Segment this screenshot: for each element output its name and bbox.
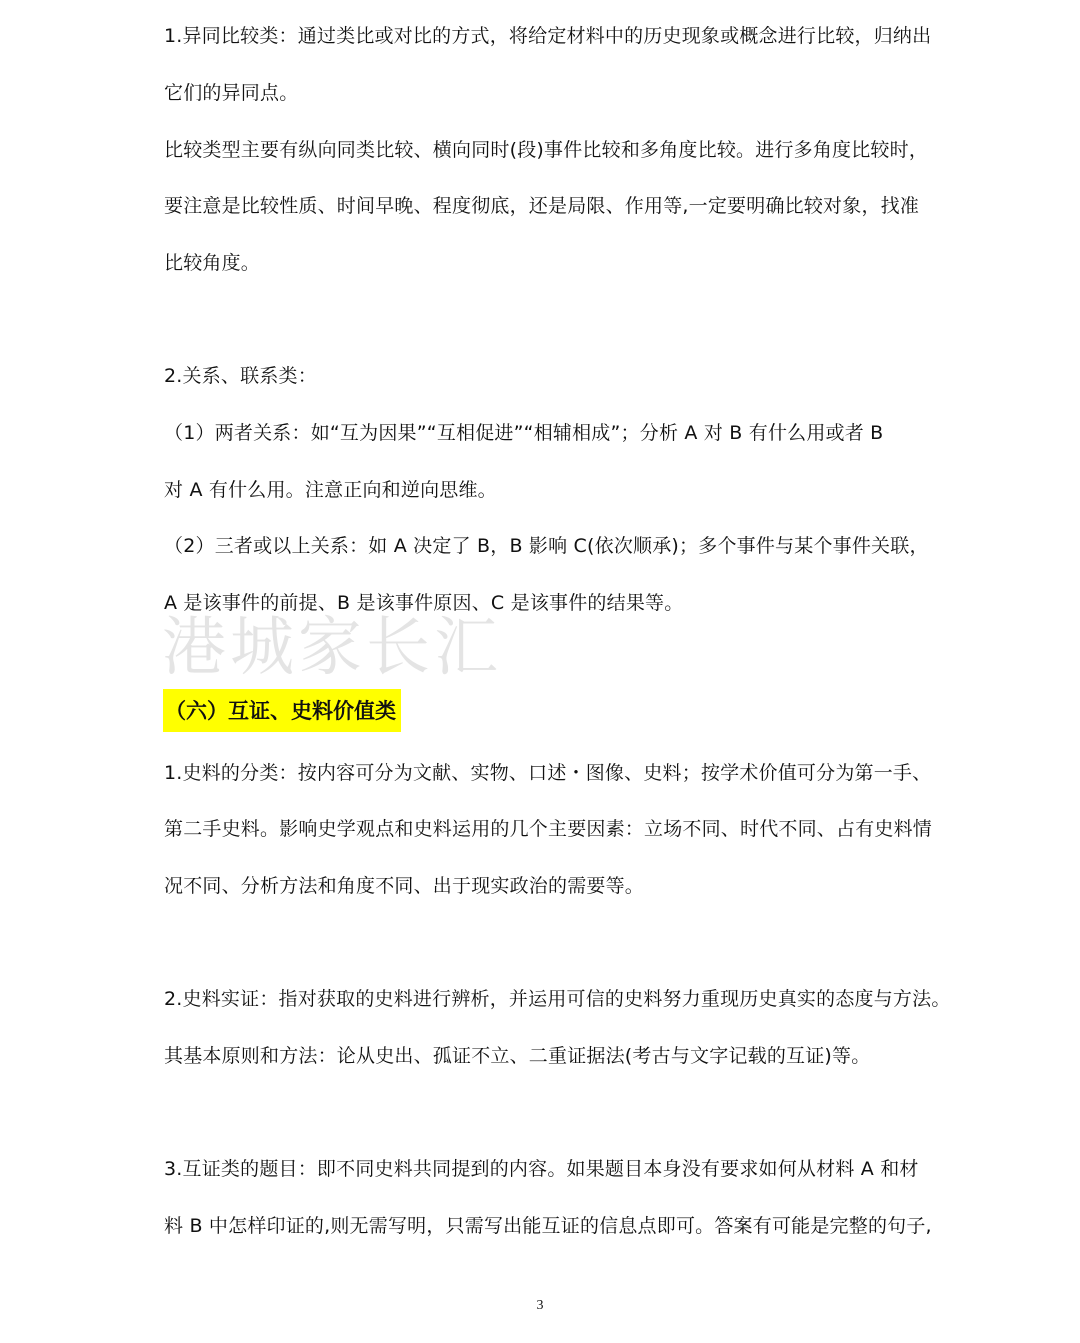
paragraph-line: 其基本原则和方法：论从史出、孤证不立、二重证据法(考古与文字记载的互证)等。 (164, 1045, 871, 1067)
paragraph-line: 比较角度。 (164, 252, 261, 274)
paragraph-line: 1.史料的分类：按内容可分为文献、实物、口述・图像、史料；按学术价值可分为第一手、 (164, 762, 932, 784)
section-heading: （六）互证、史料价值类 (165, 698, 396, 723)
paragraph-line: （2）三者或以上关系：如 A 决定了 B，B 影响 C(依次顺承)；多个事件与某个事件关联， (164, 535, 929, 557)
paragraph-line: 3.互证类的题目：即不同史料共同提到的内容。如果题目本身没有要求如何从材料 A 和材 (164, 1158, 919, 1180)
paragraph-line: 第二手史料。影响史学观点和史料运用的几个主要因素：立场不同、时代不同、占有史料情 (164, 818, 933, 840)
paragraph-line: 要注意是比较性质、时间早晚、程度彻底，还是局限、作用等,一定要明确比较对象，找准 (164, 195, 920, 217)
watermark-text: 港城家长汇 (162, 611, 502, 685)
section-heading-highlight (163, 689, 401, 732)
page-number: 3 (536, 1298, 544, 1313)
paragraph-line: （1）两者关系：如“互为因果”“互相促进”“相辅相成”；分析 A 对 B 有什么用或者 B (164, 422, 884, 444)
paragraph-line: 料 B 中怎样印证的,则无需写明，只需写出能互证的信息点即可。答案有可能是完整的句子, (164, 1215, 932, 1237)
paragraph-title: 2.关系、联系类： (164, 365, 317, 387)
paragraph-line: 它们的异同点。 (164, 82, 299, 104)
paragraph-line: A 是该事件的前提、B 是该事件原因、C 是该事件的结果等。 (164, 592, 684, 614)
paragraph-line: 2.史料实证：指对获取的史料进行辨析，并运用可信的史料努力重现历史真实的态度与方法。 (164, 988, 951, 1010)
paragraph-line: 况不同、分析方法和角度不同、出于现实政治的需要等。 (164, 875, 645, 897)
paragraph-line: 1.异同比较类：通过类比或对比的方式，将给定材料中的历史现象或概念进行比较，归纳出 (164, 25, 932, 47)
paragraph-line: 对 A 有什么用。注意正向和逆向思维。 (164, 479, 497, 501)
paragraph-line: 比较类型主要有纵向同类比较、横向同时(段)事件比较和多角度比较。进行多角度比较时， (164, 139, 929, 161)
